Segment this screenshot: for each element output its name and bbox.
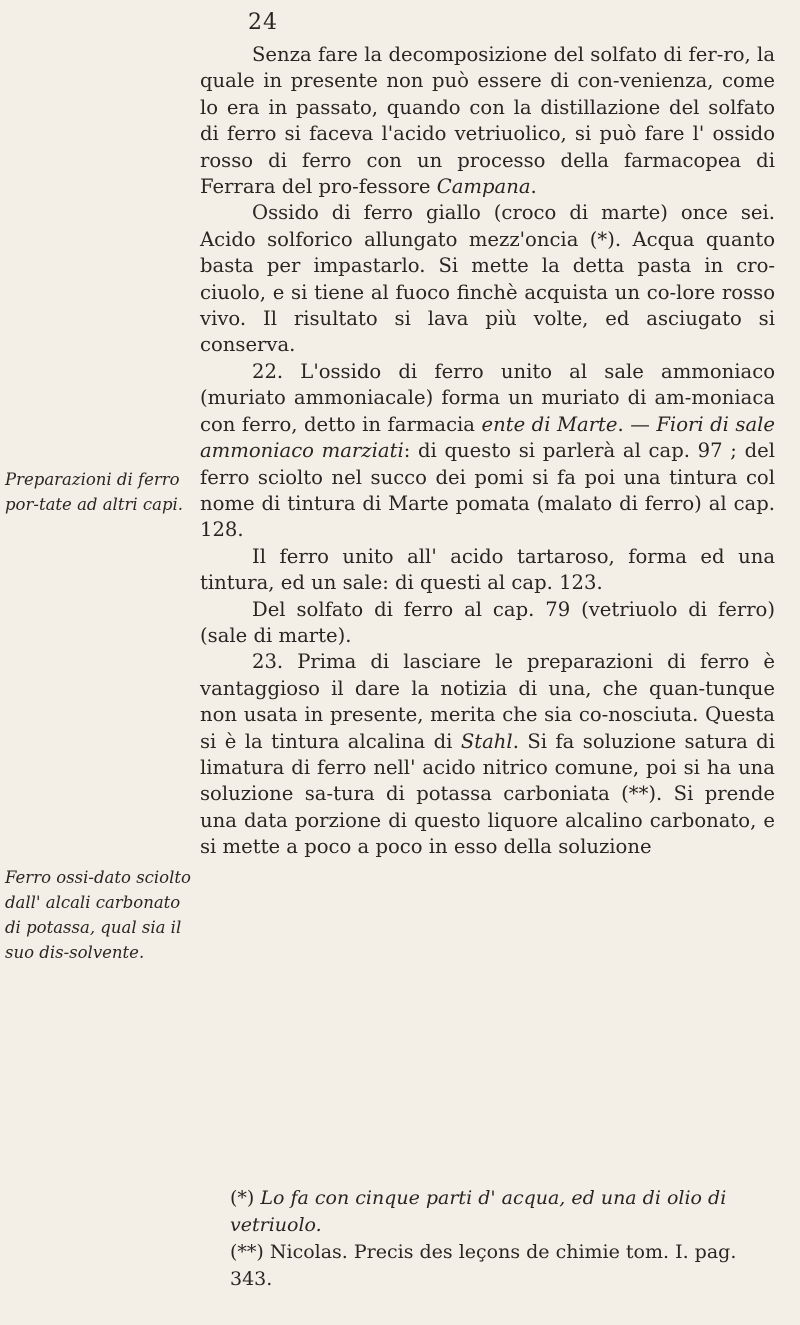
margin-note: Ferro ossi-dato sciolto dall' alcali carbonato di potassa, qual sia il suo dis-solvente. (5, 868, 191, 962)
paragraph: Del solfato di ferro al cap. 79 (vetriuolo di ferro) (sale di marte). (200, 597, 775, 647)
footnote-mark: (*) (230, 1187, 255, 1209)
footnote-text: Lo fa con cinque parti d' acqua, ed una di olio di vetriuolo. (230, 1187, 727, 1236)
main-text (200, 42, 775, 861)
paragraph: Il ferro unito all' acido tartaroso, forma ed una tintura, ed un sale: di questi al cap. 123. (200, 544, 775, 595)
margin-note: Preparazioni di ferro por-tate ad altri capi. (5, 470, 184, 514)
footnote-mark: (**) (230, 1241, 264, 1263)
paragraph: Senza fare la decomposizione del solfato di fer-ro, la quale in presente non può essere di con-venienza, come lo era in passato, quando con la distillazione del solfato di ferro si faceva l'acido vetriuolico, si può fare l' ossido rosso di ferro con un processo della farmacopea di Ferrara del pro-fessore Campana. (200, 43, 775, 199)
paragraph: 22. L'ossido di ferro unito al sale ammoniaco (muriato ammoniacale) forma un muriato di am-moniaca con ferro, detto in farmacia ente di Marte. — Fiori di sale ammoniaco marziati: di questo si parlerà al cap. 97 ; del ferro sciolto nel succo dei pomi si fa poi una tintura col nome di tintura di Marte pomata (malato di ferro) al cap. 128. (200, 359, 776, 542)
footnote (200, 1239, 775, 1293)
footnotes (200, 1185, 775, 1293)
footnote (200, 1185, 775, 1239)
page-number: 24 (248, 10, 278, 35)
paragraph: Ossido di ferro giallo (croco di marte) once sei. Acido solforico allungato mezz'oncia (*). Acqua quanto basta per impastarlo. Si mette la detta pasta in cro-ciuolo, e si tiene al fuoco finchè acquista un co-lore rosso vivo. Il risultato si lava più volte, ed asciugato si conserva. (200, 201, 775, 357)
footnote-text: Nicolas. Precis des leçons de chimie tom. I. pag. 343. (230, 1241, 737, 1290)
paragraph: 23. Prima di lasciare le preparazioni di ferro è vantaggioso il dare la notizia di una, che quan-tunque non usata in presente, merita che sia co-nosciuta. Questa si è la tintura alcalina di Stahl. Si fa soluzione satura di limatura di ferro nell' acido nitrico comune, poi si ha una soluzione sa-tura di potassa carboniata (**). Si prende una data porzione di questo liquore alcalino carbonato, e si mette a poco a poco in esso della soluzione (200, 650, 775, 859)
